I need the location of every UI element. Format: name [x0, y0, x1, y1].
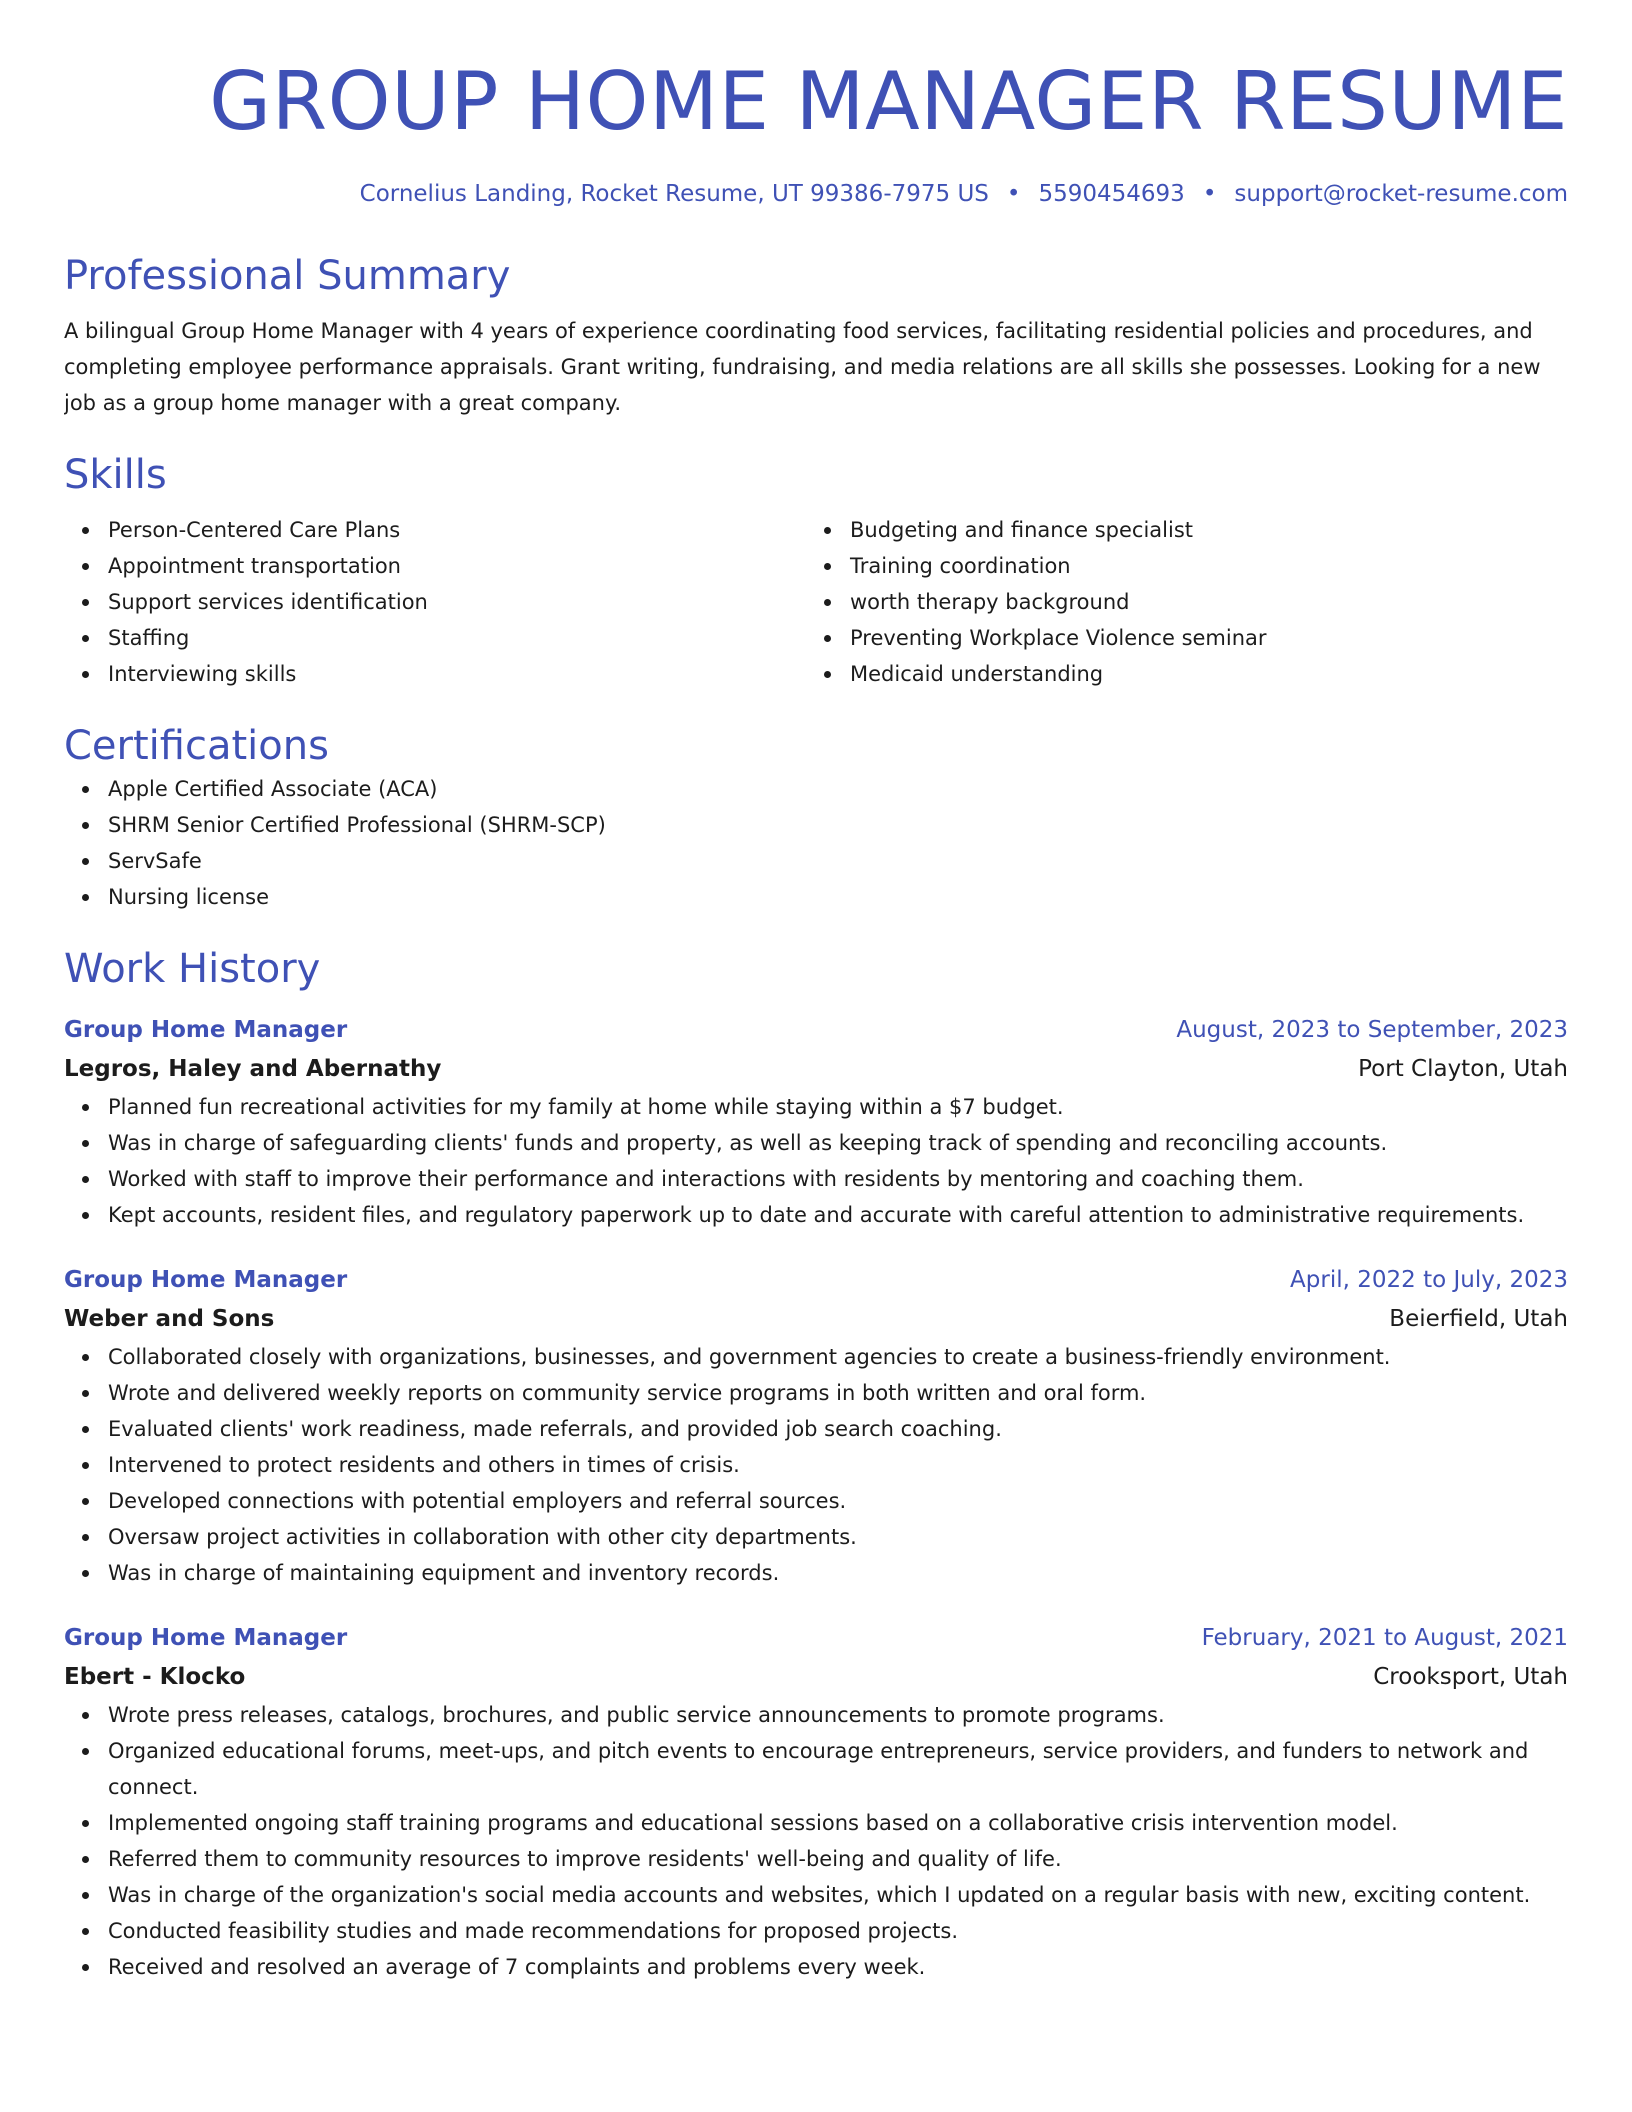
summary-heading: Professional Summary: [64, 253, 511, 299]
skill-item: Support services identification: [64, 584, 806, 620]
skills-list-left: [64, 512, 806, 692]
contact-separator: •: [1202, 181, 1217, 207]
job-bullet: Kept accounts, resident files, and regulatory paperwork up to date and accurate with careful attention to administrative requirements.: [64, 1197, 1568, 1233]
job-bullet: Evaluated clients' work readiness, made referrals, and provided job search coaching.: [64, 1411, 1568, 1447]
skills-list-right: [806, 512, 1548, 692]
job-bullet: Collaborated closely with organizations, businesses, and government agencies to create a business-friendly environment.: [64, 1339, 1568, 1375]
skill-item: worth therapy background: [806, 584, 1548, 620]
job-company: Weber and Sons: [64, 1306, 275, 1332]
job-subheader: [64, 1050, 1568, 1089]
job-bullet: Implemented ongoing staff training programs and educational sessions based on a collaborative crisis intervention model.: [64, 1805, 1568, 1841]
job-header: [64, 1261, 1568, 1300]
job-bullets: [64, 1089, 1568, 1233]
skill-item: Preventing Workplace Violence seminar: [806, 620, 1548, 656]
certification-item: ServSafe: [64, 843, 1568, 879]
skill-item: Appointment transportation: [64, 548, 806, 584]
job-bullet: Was in charge of safeguarding clients' funds and property, as well as keeping track of spending and reconciling accounts.: [64, 1125, 1568, 1161]
certification-item: Nursing license: [64, 879, 1568, 915]
contact-phone: 5590454693: [1038, 181, 1185, 207]
job-bullet: Conducted feasibility studies and made recommendations for proposed projects.: [64, 1913, 1568, 1949]
certification-item: SHRM Senior Certified Professional (SHRM-SCP): [64, 807, 1568, 843]
job-location: Beierfield, Utah: [1389, 1306, 1568, 1332]
job-company: Legros, Haley and Abernathy: [64, 1056, 442, 1082]
skills-grid: [64, 512, 1568, 692]
contact-line: [64, 178, 1568, 210]
skill-item: Training coordination: [806, 548, 1548, 584]
certifications-heading: Certifications: [64, 723, 329, 769]
job-bullet: Worked with staff to improve their performance and interactions with residents by mentoring and coaching them.: [64, 1161, 1568, 1197]
contact-address: Cornelius Landing, Rocket Resume, UT 99386-7975 US: [359, 181, 989, 207]
job-bullet: Wrote and delivered weekly reports on community service programs in both written and oral form.: [64, 1375, 1568, 1411]
skill-item: Interviewing skills: [64, 656, 806, 692]
job-header: [64, 1619, 1568, 1658]
job-bullet: Wrote press releases, catalogs, brochures, and public service announcements to promote programs.: [64, 1697, 1568, 1733]
job-entry: [64, 1619, 1568, 1985]
job-bullets: [64, 1697, 1568, 1985]
skills-heading: Skills: [64, 452, 167, 498]
job-header: [64, 1011, 1568, 1050]
job-entry: [64, 1011, 1568, 1233]
job-dates: August, 2023 to September, 2023: [1176, 1017, 1568, 1043]
job-bullet: Referred them to community resources to improve residents' well-being and quality of life.: [64, 1841, 1568, 1877]
job-location: Crooksport, Utah: [1373, 1664, 1568, 1690]
job-dates: February, 2021 to August, 2021: [1201, 1625, 1568, 1651]
job-title: Group Home Manager: [64, 1625, 348, 1651]
job-bullet: Organized educational forums, meet-ups, and pitch events to encourage entrepreneurs, service providers, and funders to network and connect.: [64, 1733, 1568, 1805]
resume-page: [64, 0, 1568, 2112]
job-dates: April, 2022 to July, 2023: [1290, 1267, 1568, 1293]
job-title: Group Home Manager: [64, 1017, 348, 1043]
work-history-heading: Work History: [64, 946, 321, 992]
job-subheader: [64, 1300, 1568, 1339]
job-bullet: Developed connections with potential employers and referral sources.: [64, 1483, 1568, 1519]
job-location: Port Clayton, Utah: [1358, 1056, 1568, 1082]
job-bullet: Planned fun recreational activities for my family at home while staying within a $7 budget.: [64, 1089, 1568, 1125]
certification-item: Apple Certified Associate (ACA): [64, 771, 1568, 807]
job-company: Ebert - Klocko: [64, 1664, 246, 1690]
summary-text: A bilingual Group Home Manager with 4 years of experience coordinating food services, facilitating residential policies and procedures, and completing employee performance appraisals. Grant writing, fundraising, and media relations are all skills she possesses. Looking for a new job as a group home manager with a great company.: [64, 319, 1541, 415]
job-bullet: Received and resolved an average of 7 complaints and problems every week.: [64, 1949, 1568, 1985]
skill-item: Budgeting and finance specialist: [806, 512, 1548, 548]
job-bullet: Was in charge of maintaining equipment and inventory records.: [64, 1555, 1568, 1591]
skill-item: Person-Centered Care Plans: [64, 512, 806, 548]
job-entry: [64, 1261, 1568, 1591]
job-subheader: [64, 1658, 1568, 1697]
job-bullet: Oversaw project activities in collaboration with other city departments.: [64, 1519, 1568, 1555]
certifications-list: [64, 771, 1568, 915]
job-title: Group Home Manager: [64, 1267, 348, 1293]
contact-separator: •: [1006, 181, 1021, 207]
skill-item: Medicaid understanding: [806, 656, 1548, 692]
job-bullet: Intervened to protect residents and others in times of crisis.: [64, 1447, 1568, 1483]
contact-email[interactable]: support@rocket-resume.com: [1234, 181, 1568, 207]
resume-title: GROUP HOME MANAGER RESUME: [209, 55, 1568, 148]
skill-item: Staffing: [64, 620, 806, 656]
job-bullet: Was in charge of the organization's social media accounts and websites, which I updated on a regular basis with new, exciting content.: [64, 1877, 1568, 1913]
job-bullets: [64, 1339, 1568, 1591]
